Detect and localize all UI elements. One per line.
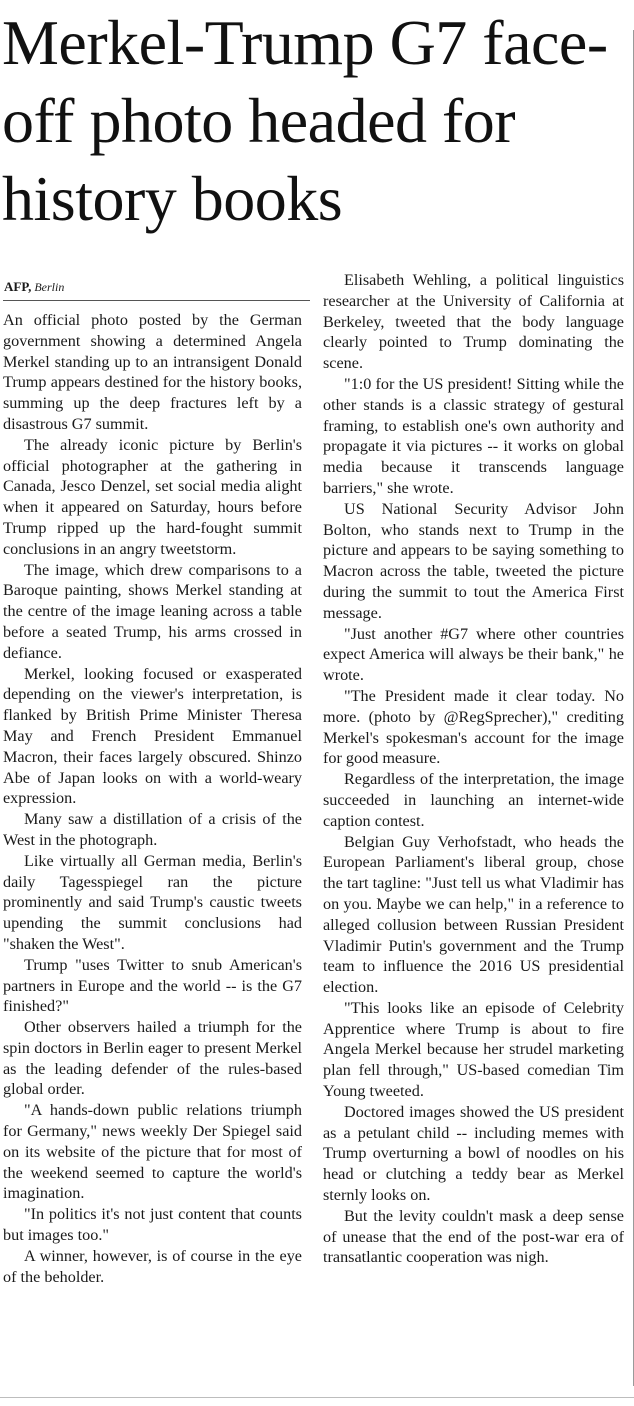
- article-column-left: [3, 310, 302, 1287]
- paragraph: Doctored images showed the US president as a petulant child -- including memes with Trump overturning a bowl of noodles on his head or clutching a teddy bear as Merkel sternly looks on.: [323, 1102, 624, 1205]
- byline: [4, 279, 64, 295]
- page-bottom-border: [0, 1397, 634, 1398]
- paragraph: Regardless of the interpretation, the image succeeded in launching an internet-wide caption contest.: [323, 770, 624, 830]
- byline-agency: AFP,: [4, 279, 32, 294]
- paragraph: But the levity couldn't mask a deep sense of unease that the end of the post-war era of transatlantic cooperation was nigh.: [323, 1206, 624, 1267]
- headline: Merkel-Trump G7 face-off photo headed for history books: [2, 7, 608, 234]
- byline-divider: [3, 300, 310, 301]
- paragraph: Like virtually all German media, Berlin's daily Tagesspiegel ran the picture prominently and said Trump's caustic tweets upending the summit conclusions had "shaken the West".: [3, 851, 302, 953]
- paragraph: An official photo posted by the German government showing a determined Angela Merkel standing up to an intransigent Donald Trump appears destined for the history books, summing up the deep fractures left by a disastrous G7 summit.: [3, 311, 302, 433]
- paragraph: "This looks like an episode of Celebrity Apprentice where Trump is about to fire Angela Merkel because her strudel marketing plan fell through," US-based comedian Tim Young tweeted.: [323, 998, 624, 1101]
- paragraph: A winner, however, is of course in the eye of the beholder.: [3, 1246, 302, 1286]
- paragraph: "1:0 for the US president! Sitting while the other stands is a classic strategy of gestural framing, to establish one's own authority and propagate it via pictures -- it works on global media because it transcends language barriers," she wrote.: [323, 374, 624, 497]
- paragraph: Trump "uses Twitter to snub American's partners in Europe and the world -- is the G7 finished?": [3, 955, 302, 1016]
- paragraph: Merkel, looking focused or exasperated depending on the viewer's interpretation, is flanked by British Prime Minister Theresa May and French President Emmanuel Macron, their faces largely obscured. Shinzo Abe of Japan looks on with a world-weary expression.: [3, 664, 302, 808]
- paragraph: "The President made it clear today. No more. (photo by @RegSprecher)," crediting Merkel's spokesman's account for the image for good measure.: [323, 686, 624, 768]
- paragraph: US National Security Advisor John Bolton, who stands next to Trump in the picture and appears to be saying something to Macron across the table, tweeted the picture during the summit to tout the America First message.: [323, 499, 624, 622]
- article-column-right: [323, 270, 624, 1268]
- paragraph: "In politics it's not just content that counts but images too.": [3, 1205, 302, 1245]
- paragraph: Elisabeth Wehling, a political linguistics researcher at the University of California at Berkeley, tweeted that the body language clearly pointed to Trump dominating the scene.: [323, 271, 624, 373]
- paragraph: Belgian Guy Verhofstadt, who heads the European Parliament's liberal group, chose the tart tagline: "Just tell us what Vladimir has on you. Maybe we can help," in a reference to alleged collusion between Russian President Vladimir Putin's government and the Trump team to influence the 2016 US presidential election.: [323, 832, 624, 997]
- byline-city: Berlin: [34, 280, 65, 294]
- paragraph: "Just another #G7 where other countries expect America will always be their bank," he wrote.: [323, 624, 624, 685]
- paragraph: "A hands-down public relations triumph for Germany," news weekly Der Spiegel said on its website of the picture that for most of the weekend seemed to capture the world's imagination.: [3, 1101, 302, 1203]
- paragraph: The already iconic picture by Berlin's official photographer at the gathering in Canada, Jesco Denzel, set social media alight when it appeared on Saturday, hours before Trump ripped up the hard-fought summit conclusions in an angry tweetstorm.: [3, 435, 302, 558]
- paragraph: Many saw a distillation of a crisis of the West in the photograph.: [3, 810, 302, 849]
- paragraph: The image, which drew comparisons to a Baroque painting, shows Merkel standing at the centre of the image leaning across a table before a seated Trump, his arms crossed in defiance.: [3, 560, 302, 662]
- paragraph: Other observers hailed a triumph for the spin doctors in Berlin eager to present Merkel as the leading defender of the rules-based global order.: [3, 1018, 302, 1099]
